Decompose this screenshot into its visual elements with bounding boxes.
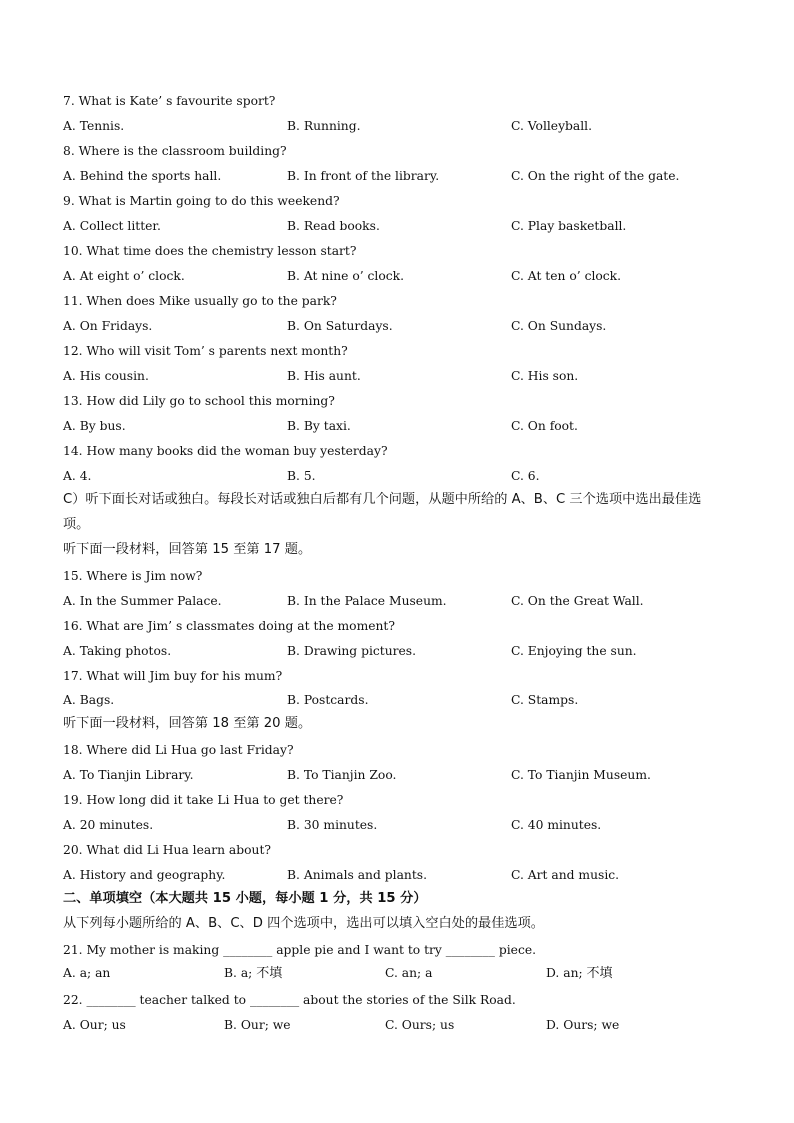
q21-option-d [546,964,613,983]
q9-option-a: A. Collect litter. [63,219,161,233]
q12-option-b: B. His aunt. [287,369,361,383]
q10-option-a: A. At eight o’ clock. [63,269,185,283]
q13-option-a: A. By bus. [63,419,126,433]
question-11: 11. When does Mike usually go to the park? [63,294,337,308]
question-8: 8. Where is the classroom building? [63,144,287,158]
section-c-instruction-line-2: 项。 [63,517,90,532]
q7-option-a: A. Tennis. [63,119,125,133]
material-1-intro: 听下面一段材料，回答第 15 至第 17 题。 [63,542,312,557]
question-7: 7. What is Kate’ s favourite sport? [63,94,276,108]
q22-option-b: B. Our; we [224,1018,291,1032]
q15-option-b: B. In the Palace Museum. [287,594,447,608]
question-10: 10. What time does the chemistry lesson start? [63,244,357,258]
question-12: 12. Who will visit Tom’ s parents next month? [63,344,348,358]
q10-option-c: C. At ten o’ clock. [511,269,622,283]
q21-option-b-cn: 不填 [256,966,283,981]
material-2-intro: 听下面一段材料，回答第 18 至第 20 题。 [63,716,312,731]
q7-option-b: B. Running. [287,119,361,133]
q13-option-b: B. By taxi. [287,419,351,433]
q8-option-c: C. On the right of the gate. [511,169,680,183]
q21-option-c: C. an; a [385,966,433,980]
q15-option-a: A. In the Summer Palace. [63,594,222,608]
q21-option-b [224,964,282,983]
q19-option-a: A. 20 minutes. [63,818,154,832]
q18-option-b: B. To Tianjin Zoo. [287,768,397,782]
q21-option-b-text: B. a; [224,966,257,980]
q15-option-c: C. On the Great Wall. [511,594,644,608]
q16-option-b: B. Drawing pictures. [287,644,417,658]
q13-option-c: C. On foot. [511,419,578,433]
q9-option-c: C. Play basketball. [511,219,627,233]
q17-option-c: C. Stamps. [511,693,579,707]
question-18: 18. Where did Li Hua go last Friday? [63,743,294,757]
q21-option-a: A. a; an [63,966,111,980]
q16-option-c: C. Enjoying the sun. [511,644,637,658]
part-2-instruction: 从下列每小题所给的 A、B、C、D 四个选项中，选出可以填入空白处的最佳选项。 [63,916,544,931]
q17-option-a: A. Bags. [63,693,115,707]
q12-option-c: C. His son. [511,369,579,383]
question-19: 19. How long did it take Li Hua to get there? [63,793,344,807]
q17-option-b: B. Postcards. [287,693,369,707]
q14-option-a: A. 4. [63,469,92,483]
q7-option-c: C. Volleyball. [511,119,593,133]
q20-option-b: B. Animals and plants. [287,868,427,882]
question-14: 14. How many books did the woman buy yesterday? [63,444,388,458]
q21-option-d-text: D. an; [546,966,587,980]
q21-option-d-cn: 不填 [586,966,613,981]
q8-option-a: A. Behind the sports hall. [63,169,222,183]
question-16: 16. What are Jim’ s classmates doing at the moment? [63,619,395,633]
question-21: 21. My mother is making ________ apple pie and I want to try ________ piece. [63,943,537,957]
q20-option-a: A. History and geography. [63,868,226,882]
q9-option-b: B. Read books. [287,219,380,233]
q11-option-b: B. On Saturdays. [287,319,393,333]
question-22: 22. ________ teacher talked to ________ about the stories of the Silk Road. [63,993,516,1007]
section-c-instruction-line-1: C）听下面长对话或独白。每段长对话或独白后都有几个问题，从题中所给的 A、B、C 三个选项中选出最佳选 [63,492,702,507]
q11-option-a: A. On Fridays. [63,319,153,333]
question-15: 15. Where is Jim now? [63,569,203,583]
q14-option-c: C. 6. [511,469,540,483]
q22-option-d: D. Ours; we [546,1018,620,1032]
q19-option-b: B. 30 minutes. [287,818,378,832]
q10-option-b: B. At nine o’ clock. [287,269,405,283]
question-17: 17. What will Jim buy for his mum? [63,669,283,683]
question-9: 9. What is Martin going to do this weekend? [63,194,340,208]
question-13: 13. How did Lily go to school this morning? [63,394,335,408]
q16-option-a: A. Taking photos. [63,644,172,658]
question-20: 20. What did Li Hua learn about? [63,843,271,857]
q22-option-c: C. Ours; us [385,1018,455,1032]
q18-option-a: A. To Tianjin Library. [63,768,194,782]
q19-option-c: C. 40 minutes. [511,818,602,832]
part-2-heading: 二、单项填空（本大题共 15 小题，每小题 1 分，共 15 分） [63,891,427,906]
q14-option-b: B. 5. [287,469,316,483]
q20-option-c: C. Art and music. [511,868,620,882]
q18-option-c: C. To Tianjin Museum. [511,768,651,782]
q12-option-a: A. His cousin. [63,369,149,383]
q22-option-a: A. Our; us [63,1018,126,1032]
q8-option-b: B. In front of the library. [287,169,440,183]
q11-option-c: C. On Sundays. [511,319,607,333]
